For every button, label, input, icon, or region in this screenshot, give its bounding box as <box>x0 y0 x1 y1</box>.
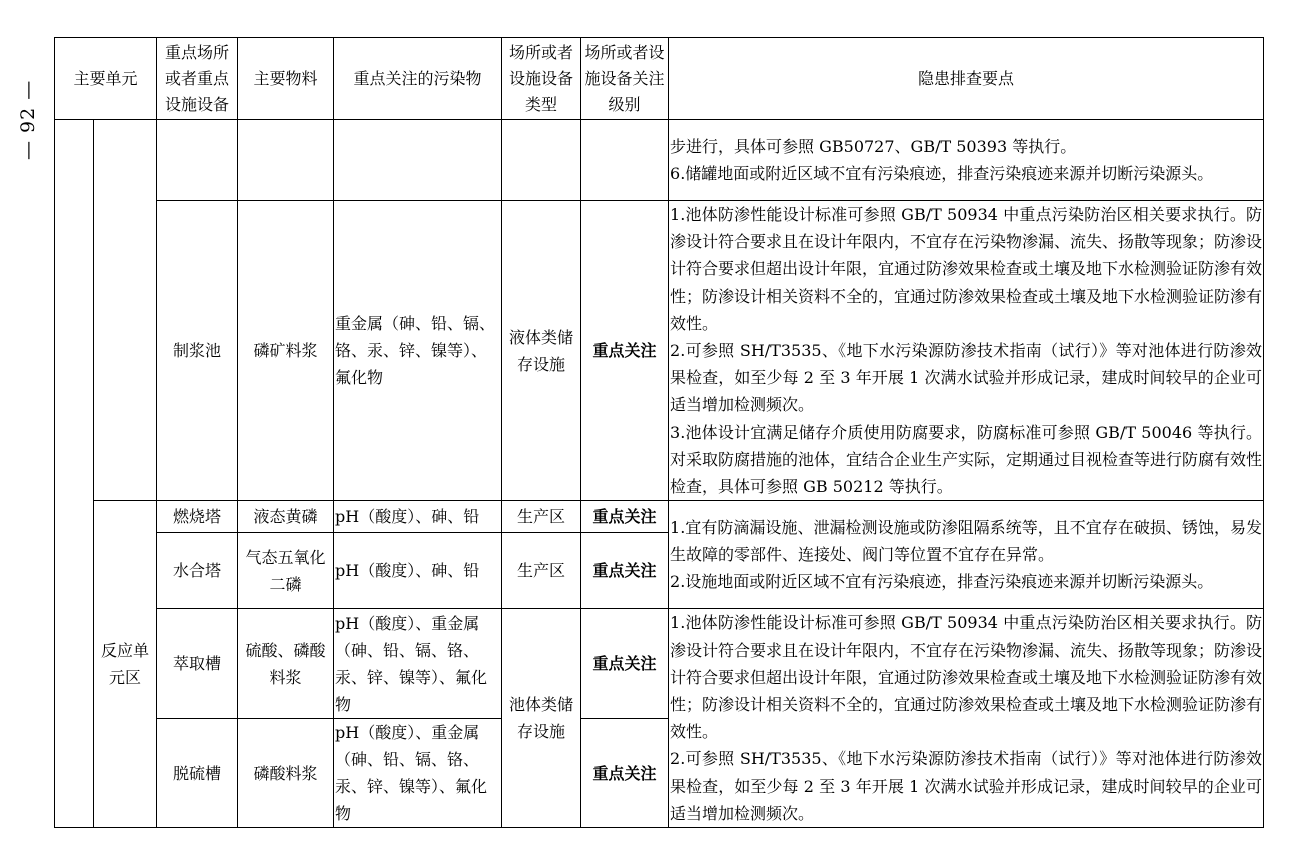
unit-inner-cell <box>94 120 157 501</box>
material-cell: 气态五氧化二磷 <box>238 533 334 609</box>
pollutant-cell <box>334 120 502 201</box>
pollutant-cell: pH（酸度）、重金属（砷、铅、镉、铬、汞、锌、镍等）、氟化物 <box>334 609 502 719</box>
unit-outer-cell <box>55 120 94 828</box>
point-item: 3.池体设计宜满足储存介质使用防腐要求，防腐标准可参照 GB/T 50046 等执行。对采取防腐措施的池体，宜结合企业生产实际，定期通过目视检查等进行防腐有效性检查，具体可参照 GB 50212 等执行。 <box>670 422 1263 497</box>
points-cell <box>669 609 1264 828</box>
level-cell: 重点关注 <box>581 501 669 533</box>
pollutant-cell: pH（酸度）、重金属（砷、铅、镉、铬、汞、锌、镍等）、氟化物 <box>334 719 502 828</box>
type-cell <box>502 120 581 201</box>
material-cell <box>238 120 334 201</box>
level-cell: 重点关注 <box>581 201 669 501</box>
point-item: 2.可参照 SH/T3535、《地下水污染源防渗技术指南（试行）》等对池体进行防渗效果检查，如至少每 2 至 3 年开展 1 次满水试验并形成记录，建成时间较早的企业可适当增加检测频次。 <box>670 341 1263 415</box>
level-cell: 重点关注 <box>581 533 669 609</box>
points-cell <box>669 120 1264 201</box>
facility-cell: 萃取槽 <box>157 609 238 719</box>
type-cell: 生产区 <box>502 501 581 533</box>
table-row <box>55 120 1264 201</box>
type-cell: 液体类储存设施 <box>502 201 581 501</box>
facility-cell: 燃烧塔 <box>157 501 238 533</box>
facility-cell <box>157 120 238 201</box>
point-item: 2.可参照 SH/T3535、《地下水污染源防渗技术指南（试行）》等对池体进行防渗效果检查，如至少每 2 至 3 年开展 1 次满水试验并形成记录，建成时间较早的企业可适当增加检测频次。 <box>670 749 1263 823</box>
header-type: 场所或者设施设备类型 <box>502 38 581 120</box>
header-facility: 重点场所或者重点设施设备 <box>157 38 238 120</box>
unit-label-cell: 反应单元区 <box>94 501 157 828</box>
table-row <box>55 201 1264 501</box>
material-cell: 磷矿料浆 <box>238 201 334 501</box>
table-row <box>55 609 1264 719</box>
inspection-table <box>54 37 1264 828</box>
pollutant-cell: 重金属（砷、铅、镉、铬、汞、锌、镍等）、氟化物 <box>334 201 502 501</box>
pollutant-cell: pH（酸度）、砷、铅 <box>334 533 502 609</box>
point-item: 2.设施地面或附近区域不宜有污染痕迹，排查污染痕迹来源并切断污染源头。 <box>670 572 1214 592</box>
header-material: 主要物料 <box>238 38 334 120</box>
point-item: 6.储罐地面或附近区域不宜有污染痕迹，排查污染痕迹来源并切断污染源头。 <box>670 164 1214 183</box>
header-pollutant: 重点关注的污染物 <box>334 38 502 120</box>
material-cell: 硫酸、磷酸料浆 <box>238 609 334 719</box>
points-cell <box>669 201 1264 501</box>
type-cell: 生产区 <box>502 533 581 609</box>
point-item: 1.池体防渗性能设计标准可参照 GB/T 50934 中重点污染防治区相关要求执行。防渗设计符合要求且在设计年限内，不宜存在污染物渗漏、流失、扬散等现象；防渗设计符合要求但超出设计年限，宜通过防渗效果检查或土壤及地下水检测验证防渗有效性；防渗设计相关资料不全的，宜通过防渗效果检查或土壤及地下水检测验证防渗有效性。 <box>670 613 1263 742</box>
pollutant-cell: pH（酸度）、砷、铅 <box>334 501 502 533</box>
page-number: — 92 — <box>17 79 39 161</box>
facility-cell: 脱硫槽 <box>157 719 238 828</box>
header-unit: 主要单元 <box>55 38 157 120</box>
header-row <box>55 38 1264 120</box>
material-cell: 液态黄磷 <box>238 501 334 533</box>
points-cell <box>669 501 1264 609</box>
type-cell: 池体类储存设施 <box>502 609 581 828</box>
header-level: 场所或者设施设备关注级别 <box>581 38 669 120</box>
point-item: 1.池体防渗性能设计标准可参照 GB/T 50934 中重点污染防治区相关要求执行。防渗设计符合要求且在设计年限内，不宜存在污染物渗漏、流失、扬散等现象；防渗设计符合要求但超出设计年限，宜通过防渗效果检查或土壤及地下水检测验证防渗有效性；防渗设计相关资料不全的，宜通过防渗效果检查或土壤及地下水检测验证防渗有效性。 <box>670 205 1263 333</box>
point-item: 步进行，具体可参照 GB50727、GB/T 50393 等执行。 <box>670 136 1077 156</box>
facility-cell: 制浆池 <box>157 201 238 501</box>
facility-cell: 水合塔 <box>157 533 238 609</box>
material-cell: 磷酸料浆 <box>238 719 334 828</box>
level-cell: 重点关注 <box>581 609 669 719</box>
point-item: 1.宜有防滴漏设施、泄漏检测设施或防渗阻隔系统等，且不宜存在破损、锈蚀，易发生故障的零部件、连接处、阀门等位置不宜存在异常。 <box>670 517 1263 565</box>
level-cell <box>581 120 669 201</box>
table-row <box>55 501 1264 533</box>
header-points: 隐患排查要点 <box>669 38 1264 120</box>
level-cell: 重点关注 <box>581 719 669 828</box>
